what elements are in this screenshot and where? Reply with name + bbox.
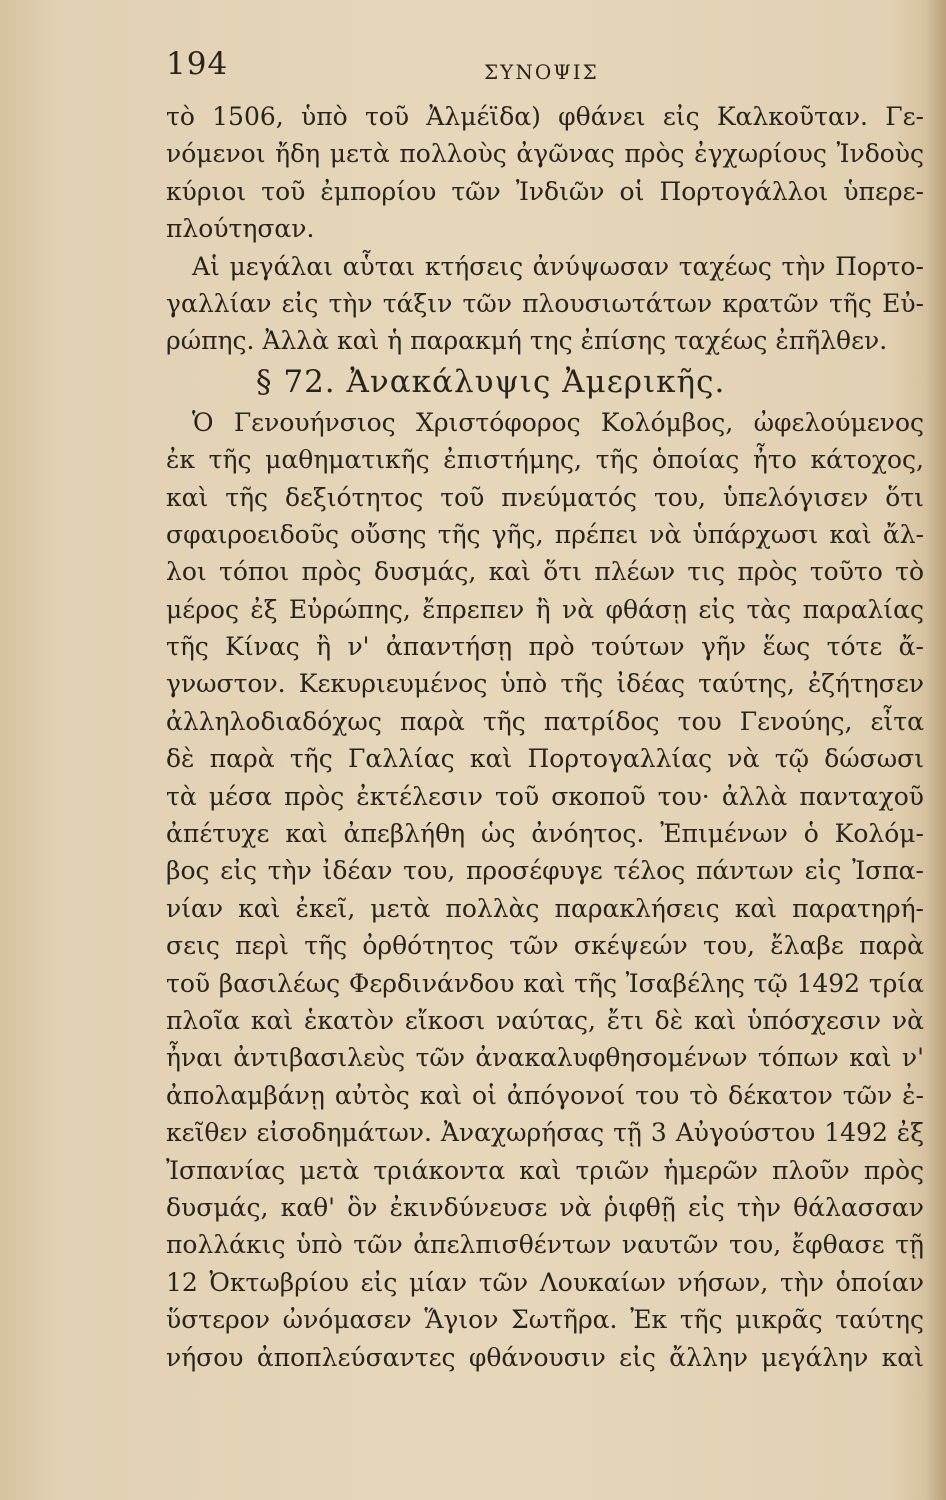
text-line: γαλλίαν εἰς τὴν τάξιν τῶν πλουσιωτάτων κρατῶν τῆς Εὐ- [166,288,924,318]
text-line: μέρος ἐξ Εὐρώπης, ἔπρεπεν ἢ νὰ φθάσῃ εἰς τὰς παραλίας [166,594,924,624]
text-line: βος εἰς τὴν ἰδέαν του, προσέφυγε τέλος πάντων εἰς Ἰσπα- [166,856,924,886]
section-heading: § 72. Ἀνακάλυψις Ἀμερικῆς. [256,363,726,400]
text-line: ἀλληλοδιαδόχως παρὰ τῆς πατρίδος του Γενούης, εἶτα [166,706,924,736]
text-line: πολλάκις ὑπὸ τῶν ἀπελπισθέντων ναυτῶν του, ἔφθασε τῇ [166,1230,924,1260]
text-line: γνωστον. Κεκυριευμένος ὑπὸ τῆς ἰδέας ταύτης, ἐζήτησεν [166,669,924,699]
text-line: ἐκ τῆς μαθηματικῆς ἐπιστήμης, τῆς ὁποίας ἦτο κάτοχος, [166,445,924,475]
body-text [166,98,924,1376]
text-line: δυσμάς, καθ' ὃν ἐκινδύνευσε νὰ ῥιφθῇ εἰς τὴν θάλασσαν [166,1192,924,1222]
text-line: τῆς Κίνας ἢ ν' ἀπαντήσῃ πρὸ τούτων γῆν ἕως τότε ἄ- [166,632,924,662]
text-line: τὸ 1506, ὑπὸ τοῦ Ἀλμέϊδα) φθάνει εἰς Καλκοῦταν. Γε- [166,102,924,131]
text-line: νήσου ἀποπλεύσαντες φθάνουσιν εἰς ἄλλην μεγάλην καὶ [166,1342,924,1372]
text-line: νόμενοι ἤδη μετὰ πολλοὺς ἀγῶνας πρὸς ἐγχωρίους Ἰνδοὺς [166,139,924,169]
text-line: Ἰσπανίας μετὰ τριάκοντα καὶ τριῶν ἡμερῶν πλοῦν πρὸς [166,1155,924,1185]
text-line: Ὁ Γενουήνσιος Χριστόφορος Κολόμβος, ὠφελούμενος [192,407,924,437]
text-line: λοι τόποι πρὸς δυσμάς, καὶ ὅτι πλέων τις πρὸς τοῦτο τὸ [166,557,924,587]
text-line: καὶ τῆς δεξιότητος τοῦ πνεύματός του, ὑπελόγισεν ὅτι [166,482,924,512]
page-number: 194 [166,46,229,82]
text-line: κύριοι τοῦ ἐμπορίου τῶν Ἰνδιῶν οἱ Πορτογάλλοι ὑπερε- [166,176,924,206]
text-line: πλοῖα καὶ ἑκατὸν εἴκοσι ναύτας, ἔτι δὲ καὶ ὑπόσχεσιν νὰ [166,1005,924,1035]
text-line: ἦναι ἀντιβασιλεὺς τῶν ἀνακαλυφθησομένων τόπων καὶ ν' [166,1043,924,1073]
text-line: δὲ παρὰ τῆς Γαλλίας καὶ Πορτογαλλίας νὰ τῷ δώσωσι [166,744,924,774]
page-edge-shadow [926,0,946,1500]
text-line: πλούτησαν. [166,214,315,244]
text-line: νίαν καὶ ἐκεῖ, μετὰ πολλὰς παρακλήσεις καὶ παρατηρή- [166,893,924,923]
text-line: κεῖθεν εἰσοδημάτων. Ἀναχωρήσας τῇ 3 Αὐγούστου 1492 ἐξ [166,1118,924,1148]
text-line: σφαιροειδοῦς οὔσης τῆς γῆς, πρέπει νὰ ὑπάρχωσι καὶ ἄλ- [166,519,924,549]
running-title: ΣΥΝΟΨΙΣ [484,60,599,84]
text-line: 12 Ὀκτωβρίου εἰς μίαν τῶν Λουκαίων νήσων, τὴν ὁποίαν [166,1267,924,1297]
text-line: ἀπέτυχε καὶ ἀπεβλήθη ὡς ἀνόητος. Ἐπιμένων ὁ Κολόμ- [166,819,924,849]
text-line: Αἱ μεγάλαι αὗται κτήσεις ἀνύψωσαν ταχέως τὴν Πορτο- [192,251,924,281]
text-line: τοῦ βασιλέως Φερδινάνδου καὶ τῆς Ἰσαβέλης τῷ 1492 τρία [166,968,924,998]
text-line: σεις περὶ τῆς ὀρθότητος τῶν σκέψεών του, ἔλαβε παρὰ [166,931,924,961]
text-line: ρώπης. Ἀλλὰ καὶ ἡ παρακμή της ἐπίσης ταχέως ἐπῆλθεν. [166,326,888,356]
text-line: ὕστερον ὠνόμασεν Ἅγιον Σωτῆρα. Ἐκ τῆς μικρᾶς ταύτης [166,1305,924,1335]
text-line: ἀπολαμβάνῃ αὐτὸς καὶ οἱ ἀπόγονοί του τὸ δέκατον τῶν ἐ- [166,1080,924,1110]
text-line: τὰ μέσα πρὸς ἐκτέλεσιν τοῦ σκοποῦ του· ἀλλὰ πανταχοῦ [166,781,924,811]
page-header [166,46,926,86]
